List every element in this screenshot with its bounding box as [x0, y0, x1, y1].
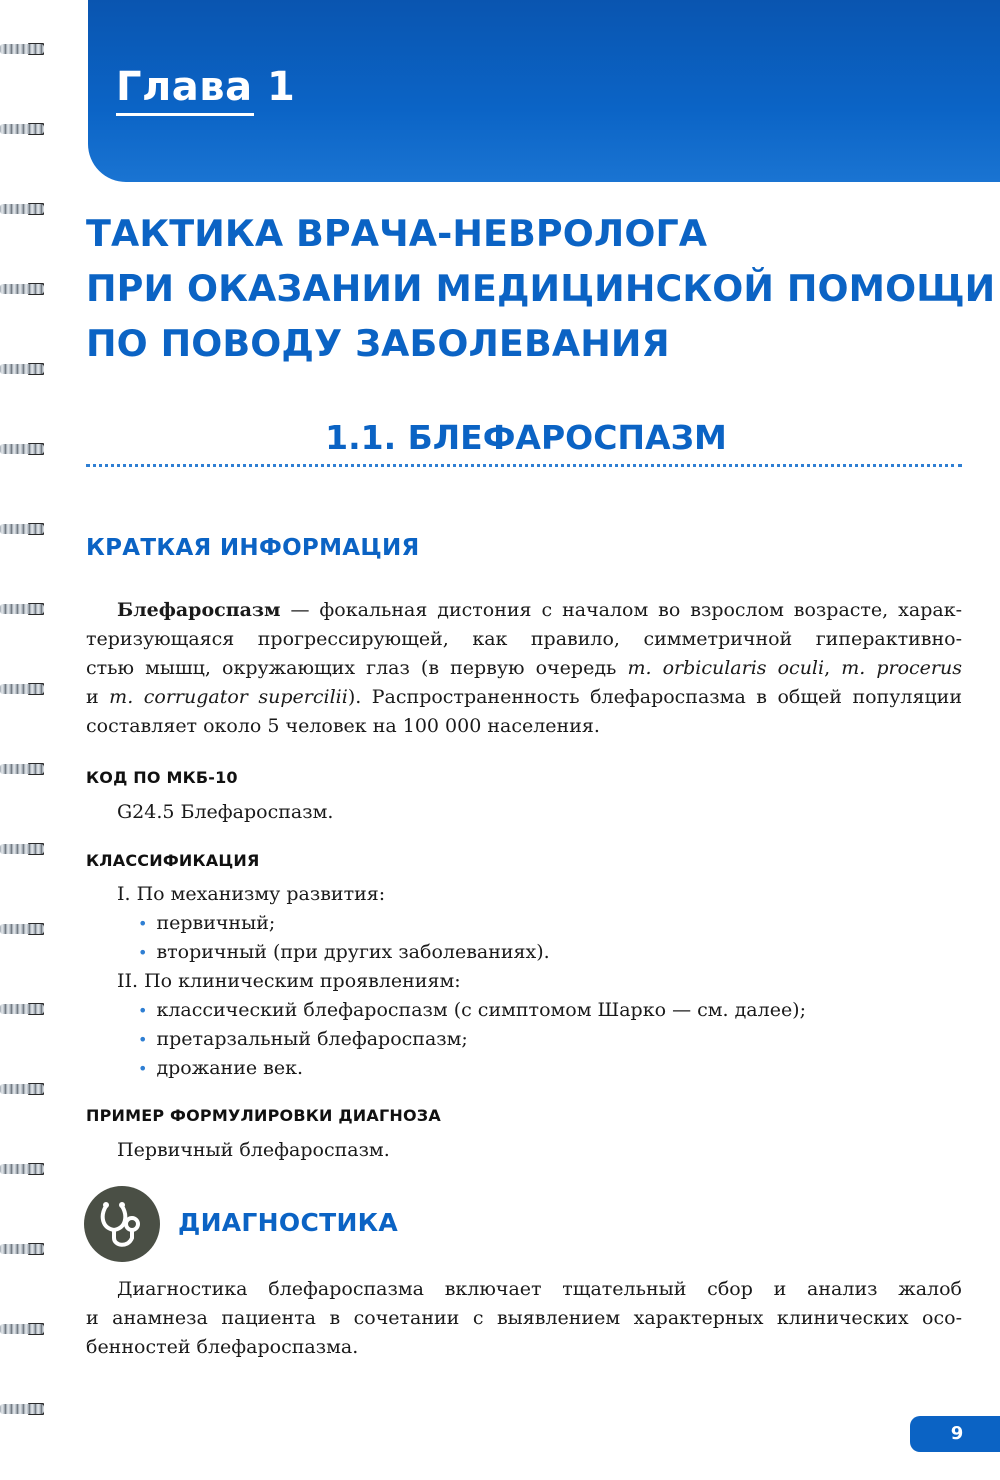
coil-wire — [0, 924, 44, 934]
spiral-coil — [0, 600, 50, 618]
spiral-coil — [0, 360, 50, 378]
list-item-text: первичный; — [156, 912, 276, 934]
section-divider — [86, 464, 962, 467]
spiral-coil — [0, 440, 50, 458]
coil-wire — [0, 44, 44, 54]
icd-heading: КОД ПО МКБ-10 — [86, 768, 238, 787]
list-item — [138, 938, 550, 967]
paragraph-line: составляет около 5 человек на 100 000 населения. — [86, 715, 600, 737]
muscle-name: m. orbicularis oculi — [627, 657, 825, 679]
chapter-title-line: ПО ПОВОДУ ЗАБОЛЕВАНИЯ — [86, 322, 670, 365]
chapter-title — [86, 206, 996, 371]
paragraph-line: и анамнеза пациента в сочетании с выявлением характерных клинических осо- — [86, 1307, 962, 1329]
chapter-title-line: ПРИ ОКАЗАНИИ МЕДИЦИНСКОЙ ПОМОЩИ — [86, 267, 996, 310]
chapter-label: Глава 1 — [116, 64, 296, 110]
page-number: 9 — [910, 1416, 1000, 1452]
classification-group: II. По клиническим проявлениям: — [117, 970, 461, 992]
spiral-coil — [0, 760, 50, 778]
spiral-coil — [0, 280, 50, 298]
paragraph-line — [86, 596, 962, 625]
coil-wire — [0, 844, 44, 854]
chapter-underline — [116, 113, 254, 116]
icd-code: G24.5 Блефароспазм. — [117, 801, 334, 823]
spiral-coil — [0, 40, 50, 58]
spiral-coil — [0, 680, 50, 698]
coil-wire — [0, 124, 44, 134]
text: и — [86, 686, 110, 708]
list-item — [138, 996, 806, 1025]
coil-wire — [0, 684, 44, 694]
muscle-name: m. procerus — [841, 657, 962, 679]
definition-text: — фокальная дистония с началом во взрослом возрасте, харак- — [280, 599, 962, 621]
bullet-icon: • — [138, 943, 148, 962]
bullet-icon: • — [138, 1030, 148, 1049]
coil-wire — [0, 204, 44, 214]
example-heading: ПРИМЕР ФОРМУЛИРОВКИ ДИАГНОЗА — [86, 1106, 441, 1125]
brief-info-heading: КРАТКАЯ ИНФОРМАЦИЯ — [86, 535, 420, 561]
classification-group: I. По механизму развития: — [117, 883, 386, 905]
text: ). Распространенность блефароспазма в общей популяции — [347, 686, 962, 708]
chapter-title-line: ТАКТИКА ВРАЧА-НЕВРОЛОГА — [86, 212, 708, 255]
spiral-coil — [0, 1240, 50, 1258]
spiral-coil — [0, 1160, 50, 1178]
coil-wire — [0, 1004, 44, 1014]
coil-wire — [0, 364, 44, 374]
coil-wire — [0, 1244, 44, 1254]
classification-heading: КЛАССИФИКАЦИЯ — [86, 851, 260, 870]
spiral-coil — [0, 920, 50, 938]
spiral-coil — [0, 840, 50, 858]
stethoscope-icon — [84, 1186, 160, 1262]
text: стью мышц, окружающих глаз (в первую очередь — [86, 657, 628, 679]
bullet-icon: • — [138, 914, 148, 933]
term: Блефароспазм — [117, 599, 281, 621]
spiral-coil — [0, 1000, 50, 1018]
coil-wire — [0, 444, 44, 454]
spiral-coil — [0, 1320, 50, 1338]
coil-wire — [0, 1084, 44, 1094]
coil-wire — [0, 524, 44, 534]
list-item — [138, 1054, 303, 1083]
paragraph-line — [86, 683, 962, 712]
list-item-text: классический блефароспазм (с симптомом Шарко — см. далее); — [156, 999, 806, 1021]
muscle-name: m. corrugator supercilii — [109, 686, 348, 708]
spiral-coil — [0, 200, 50, 218]
spiral-coil — [0, 120, 50, 138]
list-item-text: вторичный (при других заболеваниях). — [156, 941, 550, 963]
list-item — [138, 1025, 468, 1054]
list-item-text: претарзальный блефароспазм; — [156, 1028, 468, 1050]
spiral-coil — [0, 520, 50, 538]
paragraph-line: теризующаяся прогрессирующей, как правило, симметричной гиперактивно- — [86, 628, 962, 650]
coil-wire — [0, 764, 44, 774]
diagnostics-heading: ДИАГНОСТИКА — [178, 1208, 399, 1237]
section-title: 1.1. БЛЕФАРОСПАЗМ — [325, 418, 727, 457]
list-item — [138, 909, 275, 938]
coil-wire — [0, 1164, 44, 1174]
coil-wire — [0, 604, 44, 614]
spiral-coil — [0, 1400, 50, 1418]
spiral-coil — [0, 1080, 50, 1098]
example-text: Первичный блефароспазм. — [117, 1139, 390, 1161]
list-item-text: дрожание век. — [156, 1057, 304, 1079]
coil-wire — [0, 1404, 44, 1414]
diagnostics-paragraph — [86, 1275, 962, 1362]
spiral-binding — [0, 40, 52, 1440]
bullet-icon: • — [138, 1059, 148, 1078]
coil-wire — [0, 284, 44, 294]
paragraph-line — [86, 654, 962, 683]
brief-info-paragraph — [86, 596, 962, 741]
paragraph-line: Диагностика блефароспазма включает тщательный сбор и анализ жалоб — [117, 1278, 962, 1300]
text: , — [824, 657, 842, 679]
coil-wire — [0, 1324, 44, 1334]
paragraph-line: бенностей блефароспазма. — [86, 1336, 359, 1358]
bullet-icon: • — [138, 1001, 148, 1020]
